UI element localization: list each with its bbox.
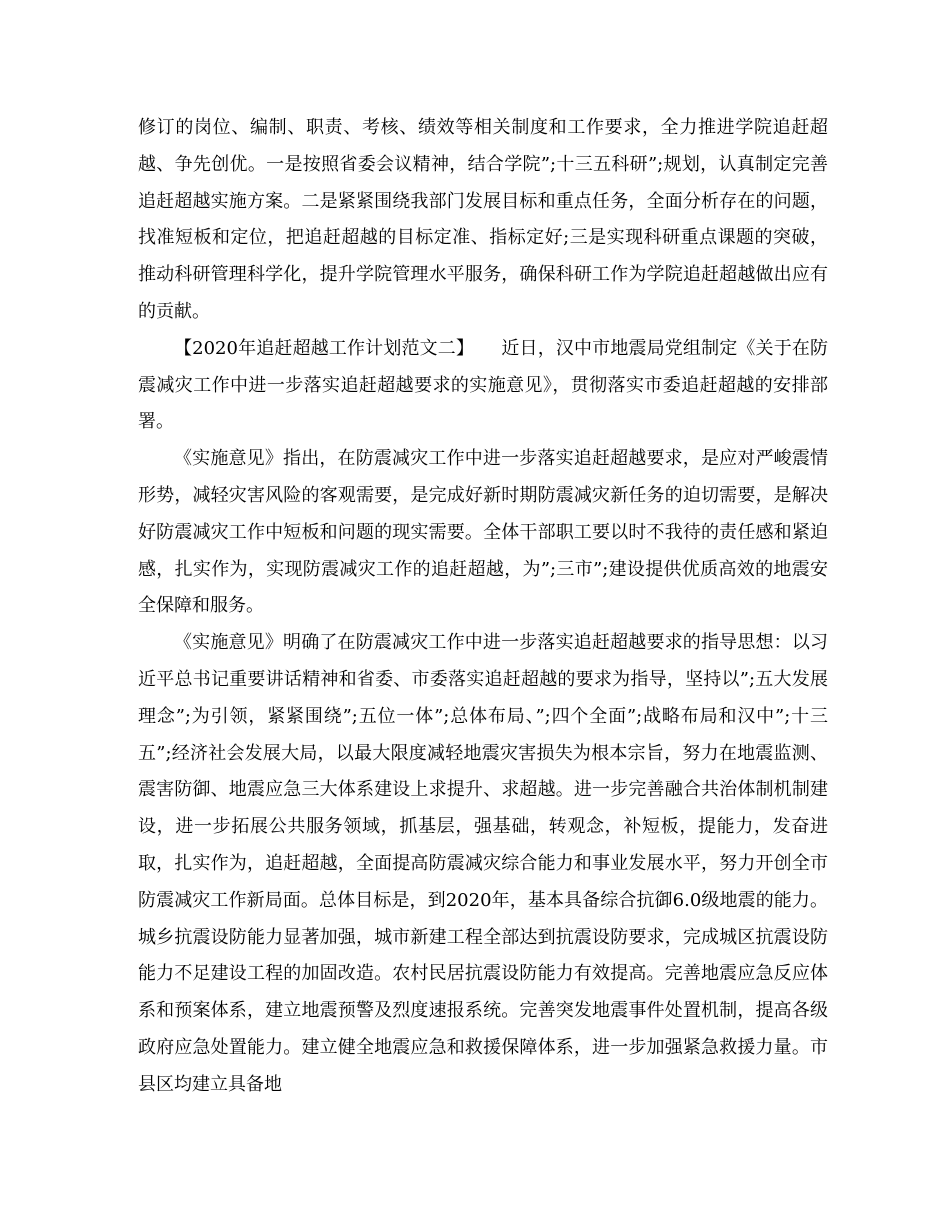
paragraph-2: 【2020年追赶超越工作计划范文二】 近日，汉中市地震局党组制定《关于在防震减灾工作中进一步落实追赶超越要求的实施意见》，贯彻落实市委追赶超越的安排部署。 — [138, 337, 828, 433]
document-body — [138, 110, 828, 1104]
paragraph-1: 修订的岗位、编制、职责、考核、绩效等相关制度和工作要求，全力推进学院追赶超越、争先创优。一是按照省委会议精神，结合学院”;十三五科研”;规划，认真制定完善追赶超越实施方案。二是紧紧围绕我部门发展目标和重点任务，全面分析存在的问题，找准短板和定位，把追赶超越的目标定准、指标定好;三是实现科研重点课题的突破，推动科研管理科学化，提升学院管理水平服务，确保科研工作为学院追赶超越做出应有的贡献。 — [138, 117, 828, 322]
paragraph-3: 《实施意见》指出，在防震减灾工作中进一步落实追赶超越要求，是应对严峻震情形势，减轻灾害风险的客观需要，是完成好新时期防震减灾新任务的迫切需要，是解决好防震减灾工作中短板和问题的现实需要。全体干部职工要以时不我待的责任感和紧迫感，扎实作为，实现防震减灾工作的追赶超越，为”;三市”;建设提供优质高效的地震安全保障和服务。 — [138, 448, 828, 617]
paragraph-4: 《实施意见》明确了在防震减灾工作中进一步落实追赶超越要求的指导思想：以习近平总书记重要讲话精神和省委、市委落实追赶超越的要求为指导，坚持以”;五大发展理念”;为引领，紧紧围绕”;五位一体”;总体布局、”;四个全面”;战略布局和汉中”;十三五”;经济社会发展大局，以最大限度减轻地震灾害损失为根本宗旨，努力在地震监测、震害防御、地震应急三大体系建设上求提升、求超越。进一步完善融合共治体制机制建设，进一步拓展公共服务领域，抓基层，强基础，转观念，补短板，提能力，发奋进取，扎实作为，追赶超越，全面提高防震减灾综合能力和事业发展水平，努力开创全市防震减灾工作新局面。总体目标是，到2020年，基本具备综合抗御6.0级地震的能力。城乡抗震设防能力显著加强，城市新建工程全部达到抗震设防要求，完成城区抗震设防能力不足建设工程的加固改造。农村民居抗震设防能力有效提高。完善地震应急反应体系和预案体系，建立地震预警及烈度速报系统。完善突发地震事件处置机制，提高各级政府应急处置能力。建立健全地震应急和救援保障体系，进一步加强紧急救援力量。市县区均建立具备地 — [138, 632, 828, 1095]
